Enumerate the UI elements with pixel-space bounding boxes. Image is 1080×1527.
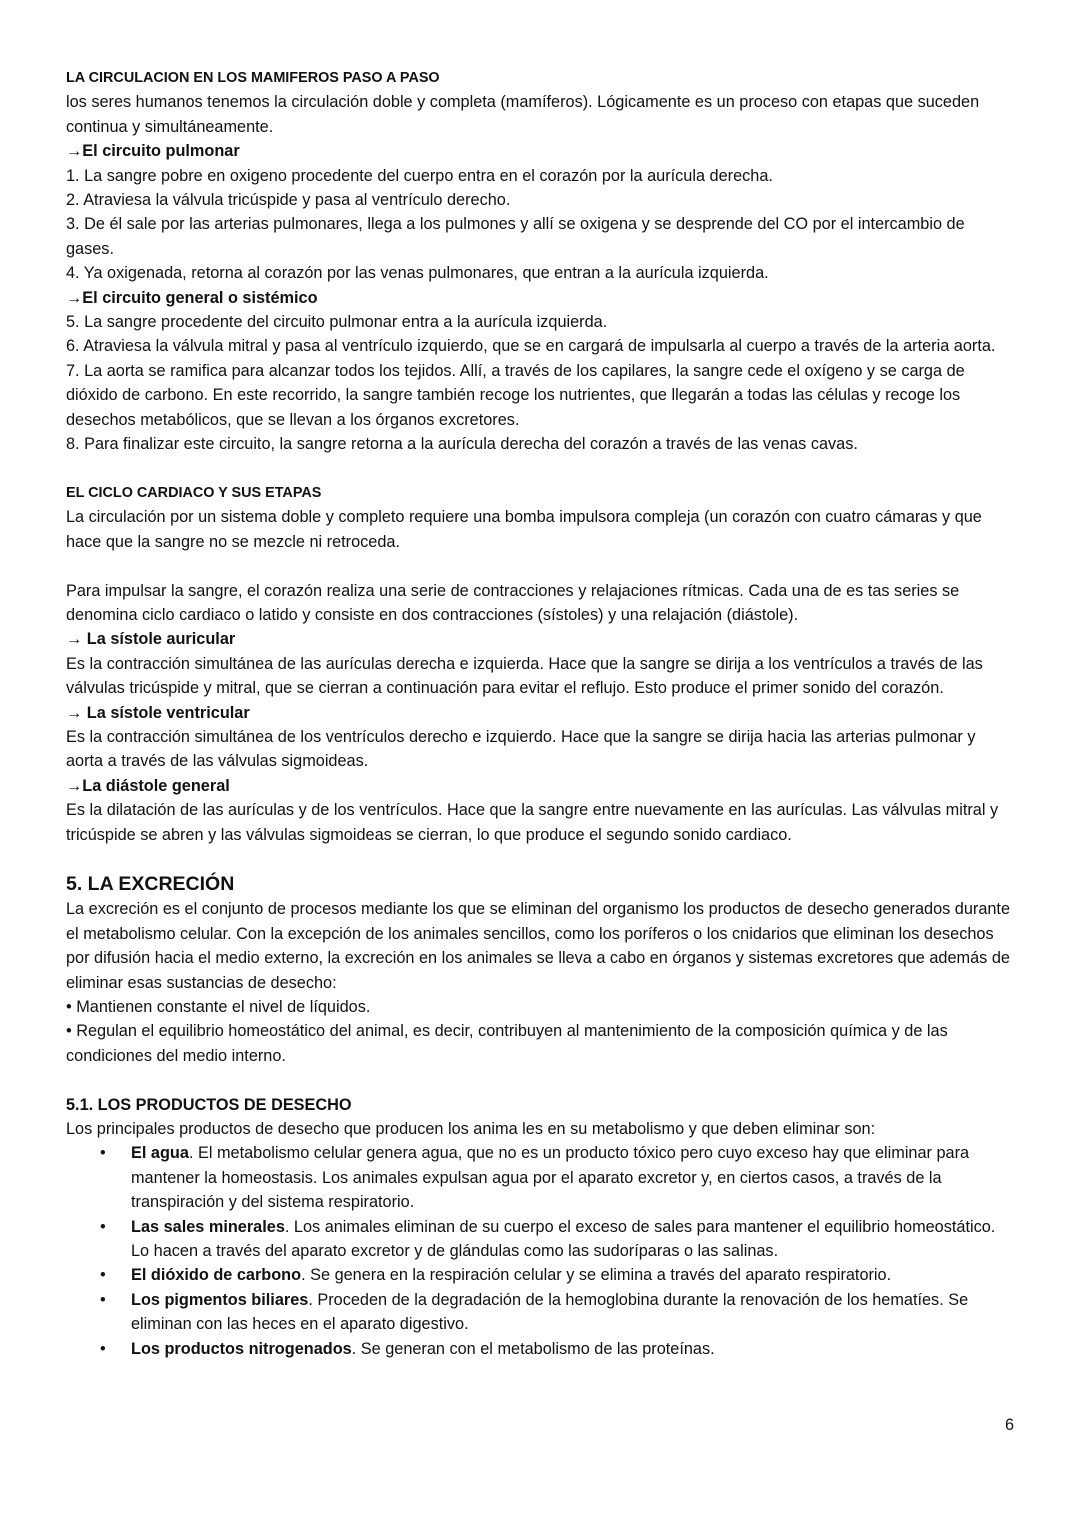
ciclo-title: EL CICLO CARDIACO Y SUS ETAPAS bbox=[66, 484, 322, 501]
bullet-icon: • bbox=[100, 1339, 106, 1358]
diastole-text: Es la dilatación de las aurículas y de los ventrículos. Hace que la sangre entre nuevamente en las aurículas. Las válvulas mitral y tricúspide se abren y las válvulas sigmoideas se cierran, lo que produce el segundo sonido cardiaco. bbox=[66, 801, 999, 844]
item-text: . Se genera en la respiración celular y se elimina a través del aparato respiratorio. bbox=[301, 1266, 892, 1285]
pulmonar-step-3: 3. De él sale por las arterias pulmonares, llega a los pulmones y allí se oxigena y se desprende del CO por el intercambio de gases. bbox=[66, 215, 965, 258]
bullet-icon: • bbox=[100, 1266, 106, 1285]
item-text: . Los animales eliminan de su cuerpo el exceso de sales para mantener el equilibrio homeostático. Lo hacen a través del aparato excretor y de glándulas como las sudoríparas o las salinas. bbox=[131, 1217, 996, 1261]
item-text: . El metabolismo celular genera agua, que no es un producto tóxico pero cuyo exceso hay que eliminar para mantener la homeostasis. Los animales expulsan agua por el aparato excretor y, en ciertos casos, a través de la transpiración y del sistema respiratorio. bbox=[131, 1144, 970, 1212]
excrecion-text: La excreción es el conjunto de procesos mediante los que se eliminan del organismo los productos de desecho generados durante el metabolismo celular. Con la excepción de los animales sencillos, como los poríferos o los cnidarios que eliminan los desechos por difusión hacia el medio externo, la excreción en los animales se lleva a cabo en órganos y sistemas excretores que además de eliminar esas sustancias de desecho: bbox=[66, 900, 1011, 992]
productos-title: 5.1. LOS PRODUCTOS DE DESECHO bbox=[66, 1095, 352, 1114]
item-term: Los productos nitrogenados bbox=[131, 1339, 352, 1358]
item-term: Los pigmentos biliares bbox=[131, 1290, 309, 1309]
diastole-heading: →La diástole general bbox=[66, 776, 230, 795]
list-item bbox=[66, 1141, 1016, 1214]
bullet-icon: • bbox=[100, 1144, 106, 1163]
sistole-ventricular-text: Es la contracción simultánea de los ventrículos derecho e izquierdo. Hace que la sangre se dirija hacia las arterias pulmonar y aorta a través de las válvulas sigmoideas. bbox=[66, 727, 976, 771]
bullet-icon: • bbox=[100, 1290, 106, 1309]
list-item bbox=[66, 1215, 1016, 1264]
list-item bbox=[66, 1263, 1016, 1287]
circulacion-title: LA CIRCULACION EN LOS MAMIFEROS PASO A PASO bbox=[66, 70, 440, 86]
sistemico-step-7: 7. La aorta se ramifica para alcanzar todos los tejidos. Allí, a través de los capilares, la sangre cede el oxígeno y se carga de dióxido de carbono. En este recorrido, la sangre también recoge los nutrientes, que llegarán a todas las células y recoge los desechos metabólicos, que se llevan a los órganos excretores. bbox=[66, 361, 965, 429]
bullet-icon: • bbox=[100, 1217, 106, 1236]
pulmonar-step-1: 1. La sangre pobre en oxigeno procedente del cuerpo entra en el corazón por la aurícula derecha. bbox=[66, 166, 773, 185]
productos-list bbox=[66, 1141, 1016, 1361]
spacer bbox=[66, 1068, 1016, 1092]
sistole-auricular-text: Es la contracción simultánea de las aurículas derecha e izquierda. Hace que la sangre se dirija a los ventrículos a través de las válvulas tricúspide y mitral, que se cierran a continuación para evitar el reflujo. Esto produce el primer sonido del corazón. bbox=[66, 654, 983, 698]
item-term: El dióxido de carbono bbox=[131, 1266, 302, 1285]
sistole-auricular-heading: → La sístole auricular bbox=[66, 630, 236, 649]
spacer bbox=[66, 847, 1016, 871]
spacer bbox=[66, 457, 1016, 481]
sistole-ventricular-heading: → La sístole ventricular bbox=[66, 703, 250, 722]
document-page bbox=[66, 66, 1016, 1361]
excrecion-point-2: • Regulan el equilibrio homeostático del animal, es decir, contribuyen al mantenimiento de la composición química y de las condiciones del medio interno. bbox=[66, 1022, 948, 1065]
sistemico-heading: →El circuito general o sistémico bbox=[66, 288, 318, 307]
ciclo-para-2: Para impulsar la sangre, el corazón realiza una serie de contracciones y relajaciones rítmicas. Cada una de es tas series se denomina ciclo cardiaco o latido y consiste en dos contracciones (sístoles) y una relajación (diástole). bbox=[66, 581, 960, 624]
list-item bbox=[66, 1288, 1016, 1337]
circulacion-intro: los seres humanos tenemos la circulación doble y completa (mamíferos). Lógicamente es un proceso con etapas que suceden continua y simultáneamente. bbox=[66, 93, 980, 136]
item-text: . Se generan con el metabolismo de las proteínas. bbox=[351, 1339, 715, 1358]
list-item bbox=[66, 1337, 1016, 1361]
page-number: 6 bbox=[1004, 1416, 1014, 1434]
pulmonar-heading: →El circuito pulmonar bbox=[66, 142, 240, 161]
excrecion-point-1: • Mantienen constante el nivel de líquidos. bbox=[66, 997, 371, 1016]
item-text: . Proceden de la degradación de la hemoglobina durante la renovación de los hematíes. Se eliminan con las heces en el aparato digestivo. bbox=[131, 1290, 969, 1334]
pulmonar-step-4: 4. Ya oxigenada, retorna al corazón por las venas pulmonares, que entran a la aurícula izquierda. bbox=[66, 264, 769, 283]
sistemico-step-5: 5. La sangre procedente del circuito pulmonar entra a la aurícula izquierda. bbox=[66, 313, 608, 332]
pulmonar-step-2: 2. Atraviesa la válvula tricúspide y pasa al ventrículo derecho. bbox=[66, 191, 511, 210]
productos-intro: Los principales productos de desecho que producen los anima les en su metabolismo y que deben eliminar son: bbox=[66, 1120, 876, 1138]
excrecion-title: 5. LA EXCRECIÓN bbox=[66, 873, 235, 896]
item-term: El agua bbox=[131, 1144, 189, 1163]
ciclo-para-1: La circulación por un sistema doble y completo requiere una bomba impulsora compleja (un corazón con cuatro cámaras y que hace que la sangre no se mezcle ni retroceda. bbox=[66, 508, 982, 551]
sistemico-step-6: 6. Atraviesa la válvula mitral y pasa al ventrículo izquierdo, que se en cargará de impulsarla al cuerpo a través de la arteria aorta. bbox=[66, 337, 996, 356]
spacer bbox=[66, 554, 1016, 578]
sistemico-step-8: 8. Para finalizar este circuito, la sangre retorna a la aurícula derecha del corazón a través de las venas cavas. bbox=[66, 435, 858, 454]
item-term: Las sales minerales bbox=[131, 1217, 285, 1236]
